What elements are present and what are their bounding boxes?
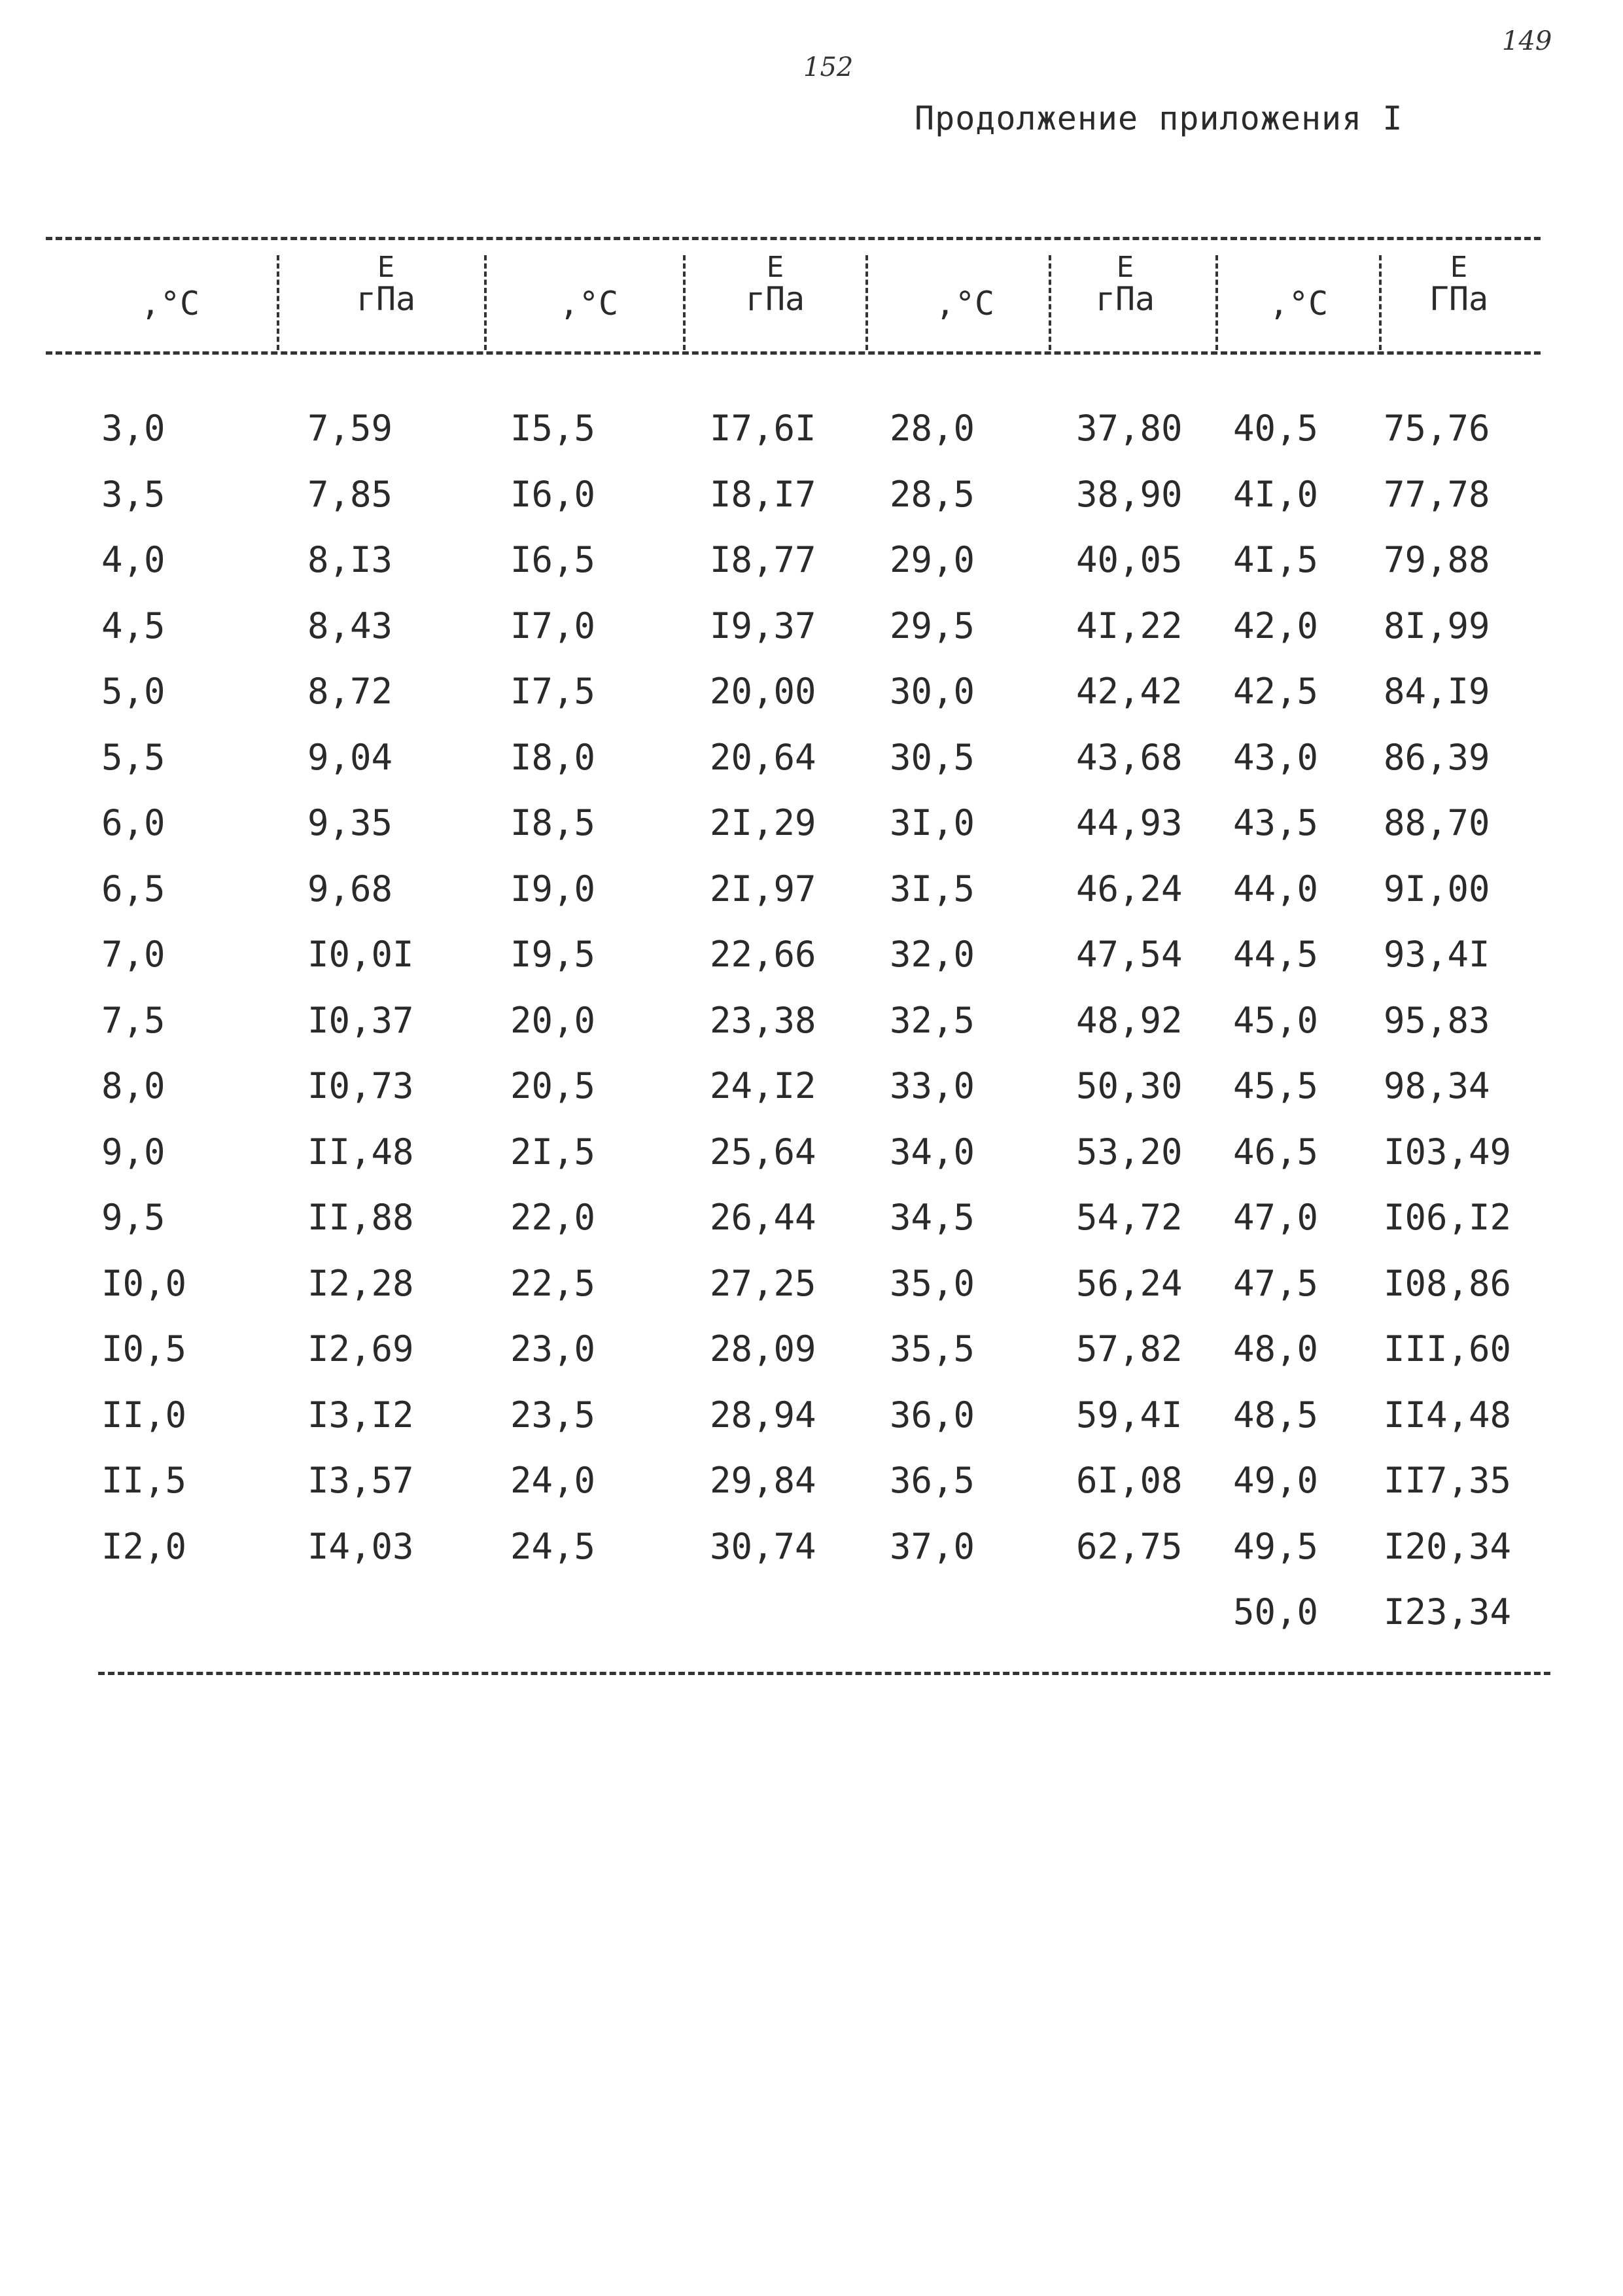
modulus-cell: 26,44 [710,1197,816,1238]
temperature-cell: 5,0 [101,671,166,712]
temperature-cell: 9,0 [101,1131,166,1173]
temperature-cell: I2,0 [101,1525,187,1567]
modulus-cell: 28,94 [710,1394,816,1436]
temperature-cell: 8,0 [101,1065,166,1106]
temperature-cell: 9,5 [101,1197,166,1238]
temperature-cell: 36,0 [890,1394,975,1436]
temperature-cell: 45,5 [1233,1065,1319,1106]
temperature-cell: 4,0 [101,539,166,580]
modulus-cell: 75,76 [1384,408,1490,449]
temperature-cell: 44,0 [1233,868,1319,910]
temperature-cell: 3I,0 [890,802,975,843]
temperature-cell: 29,0 [890,539,975,580]
header-separator [1379,255,1382,350]
header-temp-2: ,°С [559,285,619,323]
header-e-4 [1393,251,1524,318]
modulus-column-3 [1076,396,1183,1580]
modulus-cell: 8,43 [307,605,393,646]
modulus-cell: 84,I9 [1384,671,1490,712]
modulus-cell: 42,42 [1076,671,1183,712]
modulus-cell: I2,28 [307,1262,414,1304]
header-temp-1: ,°С [140,285,200,323]
temperature-cell: I7,5 [510,671,596,712]
temperature-cell: 44,5 [1233,934,1319,975]
header-e-symbol: Е [377,251,395,284]
temperature-cell: 29,5 [890,605,975,646]
temperature-cell: II,5 [101,1460,187,1501]
modulus-cell: 38,90 [1076,473,1183,515]
temperature-cell: 28,5 [890,473,975,515]
temperature-cell: 7,0 [101,934,166,975]
temperature-cell: I8,0 [510,736,596,778]
modulus-cell: 93,4I [1384,934,1490,975]
temperature-cell: I7,0 [510,605,596,646]
temperature-cell: 47,5 [1233,1262,1319,1304]
header-e-unit: гПа [356,280,416,318]
modulus-cell: 7,85 [307,473,393,515]
header-separator [683,255,686,350]
modulus-column-4 [1384,396,1511,1646]
temperature-cell: 50,0 [1233,1591,1319,1633]
modulus-column-2 [710,396,816,1580]
temperature-cell: 24,0 [510,1460,596,1501]
modulus-cell: 2I,97 [710,868,816,910]
modulus-cell: I03,49 [1384,1131,1512,1173]
header-temp-4: ,°С [1268,285,1329,323]
temperature-cell: 4I,0 [1233,473,1319,515]
temperature-cell: I9,5 [510,934,596,975]
modulus-cell: 62,75 [1076,1525,1183,1567]
modulus-cell: 8,72 [307,671,393,712]
temperature-cell: 30,5 [890,736,975,778]
modulus-cell: I08,86 [1384,1262,1512,1304]
temperature-cell: I8,5 [510,802,596,843]
modulus-cell: 7,59 [307,408,393,449]
temperature-cell: 22,5 [510,1262,596,1304]
temperature-cell: 4I,5 [1233,539,1319,580]
modulus-cell: 9,68 [307,868,393,910]
modulus-cell: 24,I2 [710,1065,816,1106]
modulus-cell: 47,54 [1076,934,1183,975]
temperature-cell: 35,5 [890,1328,975,1369]
temp-column-3 [890,396,975,1580]
temperature-cell: 46,5 [1233,1131,1319,1173]
modulus-cell: 9,04 [307,736,393,778]
handwritten-sheet-number: 149 [1502,26,1552,56]
header-separator [865,255,868,350]
modulus-cell: 27,25 [710,1262,816,1304]
table-bottom-rule [98,1672,1550,1675]
modulus-cell: 30,74 [710,1525,816,1567]
modulus-cell: I8,77 [710,539,816,580]
temperature-cell: 28,0 [890,408,975,449]
temperature-cell: I9,0 [510,868,596,910]
modulus-cell: I20,34 [1384,1525,1512,1567]
header-separator [1215,255,1218,350]
modulus-cell: 79,88 [1384,539,1490,580]
modulus-cell: I2,69 [307,1328,414,1369]
temperature-cell: 45,0 [1233,999,1319,1041]
temperature-cell: 48,0 [1233,1328,1319,1369]
modulus-cell: I06,I2 [1384,1197,1512,1238]
modulus-cell: 23,38 [710,999,816,1041]
modulus-cell: 20,64 [710,736,816,778]
temperature-cell: 36,5 [890,1460,975,1501]
temperature-cell: 34,5 [890,1197,975,1238]
handwritten-page-number: 152 [803,52,854,82]
modulus-cell: I0,73 [307,1065,414,1106]
modulus-cell: 88,70 [1384,802,1490,843]
modulus-cell: 22,66 [710,934,816,975]
temperature-cell: 47,0 [1233,1197,1319,1238]
temperature-cell: 2I,5 [510,1131,596,1173]
temperature-cell: 4,5 [101,605,166,646]
temperature-cell: 32,0 [890,934,975,975]
modulus-cell: 50,30 [1076,1065,1183,1106]
modulus-cell: 37,80 [1076,408,1183,449]
modulus-cell: II,48 [307,1131,414,1173]
modulus-cell: 28,09 [710,1328,816,1369]
temperature-cell: I6,5 [510,539,596,580]
modulus-cell: 40,05 [1076,539,1183,580]
temperature-cell: 49,0 [1233,1460,1319,1501]
temperature-cell: 40,5 [1233,408,1319,449]
header-e-unit: гПа [745,280,805,318]
temperature-cell: 20,5 [510,1065,596,1106]
modulus-cell: III,60 [1384,1328,1512,1369]
temp-column-4 [1233,396,1318,1646]
temperature-cell: 48,5 [1233,1394,1319,1436]
table-top-rule [46,237,1541,240]
temperature-cell: 22,0 [510,1197,596,1238]
modulus-column-1 [307,396,414,1580]
temperature-cell: 34,0 [890,1131,975,1173]
modulus-cell: 43,68 [1076,736,1183,778]
modulus-cell: 4I,22 [1076,605,1183,646]
temperature-cell: 5,5 [101,736,166,778]
temperature-cell: 3I,5 [890,868,975,910]
temperature-cell: 20,0 [510,999,596,1041]
continuation-title: Продолжение приложения I [915,99,1403,137]
temperature-cell: I6,0 [510,473,596,515]
temp-column-1 [101,396,186,1580]
modulus-cell: 86,39 [1384,736,1490,778]
header-temp-3: ,°С [935,285,995,323]
modulus-cell: 59,4I [1076,1394,1183,1436]
modulus-cell: 57,82 [1076,1328,1183,1369]
header-e-symbol: Е [766,251,784,284]
modulus-cell: I4,03 [307,1525,414,1567]
modulus-cell: I0,0I [307,934,414,975]
modulus-cell: 95,83 [1384,999,1490,1041]
temperature-cell: 3,5 [101,473,166,515]
modulus-cell: 9I,00 [1384,868,1490,910]
header-e-2 [697,251,854,318]
temperature-cell: 32,5 [890,999,975,1041]
modulus-cell: 9,35 [307,802,393,843]
header-e-3 [1060,251,1191,318]
modulus-cell: 44,93 [1076,802,1183,843]
modulus-cell: 29,84 [710,1460,816,1501]
temperature-cell: 7,5 [101,999,166,1041]
temperature-cell: 42,0 [1233,605,1319,646]
modulus-cell: II4,48 [1384,1394,1512,1436]
modulus-cell: I3,I2 [307,1394,414,1436]
header-e-unit: ГПа [1429,280,1489,318]
modulus-cell: 48,92 [1076,999,1183,1041]
modulus-cell: I23,34 [1384,1591,1512,1633]
header-separator [1049,255,1051,350]
temperature-cell: 42,5 [1233,671,1319,712]
temperature-cell: 49,5 [1233,1525,1319,1567]
modulus-cell: 2I,29 [710,802,816,843]
header-bottom-rule [46,351,1541,355]
header-e-1 [301,251,471,318]
temperature-cell: 30,0 [890,671,975,712]
temperature-cell: 3,0 [101,408,166,449]
modulus-cell: 77,78 [1384,473,1490,515]
modulus-cell: 54,72 [1076,1197,1183,1238]
temperature-cell: I0,5 [101,1328,187,1369]
modulus-cell: I7,6I [710,408,816,449]
modulus-cell: 46,24 [1076,868,1183,910]
modulus-cell: 6I,08 [1076,1460,1183,1501]
temperature-cell: 23,5 [510,1394,596,1436]
modulus-cell: I9,37 [710,605,816,646]
header-e-unit: гПа [1095,280,1155,318]
modulus-cell: 98,34 [1384,1065,1490,1106]
modulus-cell: 53,20 [1076,1131,1183,1173]
header-separator [484,255,487,350]
temperature-cell: 23,0 [510,1328,596,1369]
modulus-cell: 25,64 [710,1131,816,1173]
modulus-cell: I8,I7 [710,473,816,515]
modulus-cell: 20,00 [710,671,816,712]
modulus-cell: II,88 [307,1197,414,1238]
header-e-symbol: Е [1116,251,1134,284]
temperature-cell: 43,0 [1233,736,1319,778]
temperature-cell: II,0 [101,1394,187,1436]
temp-column-2 [510,396,595,1580]
temperature-cell: 33,0 [890,1065,975,1106]
modulus-cell: I0,37 [307,999,414,1041]
temperature-cell: 24,5 [510,1525,596,1567]
temperature-cell: 6,0 [101,802,166,843]
header-e-symbol: Е [1450,251,1468,284]
modulus-cell: 8,I3 [307,539,393,580]
temperature-cell: 37,0 [890,1525,975,1567]
modulus-cell: I3,57 [307,1460,414,1501]
temperature-cell: I5,5 [510,408,596,449]
temperature-cell: 43,5 [1233,802,1319,843]
temperature-cell: I0,0 [101,1262,187,1304]
modulus-cell: II7,35 [1384,1460,1512,1501]
modulus-cell: 56,24 [1076,1262,1183,1304]
header-separator [277,255,279,350]
modulus-cell: 8I,99 [1384,605,1490,646]
temperature-cell: 6,5 [101,868,166,910]
temperature-cell: 35,0 [890,1262,975,1304]
